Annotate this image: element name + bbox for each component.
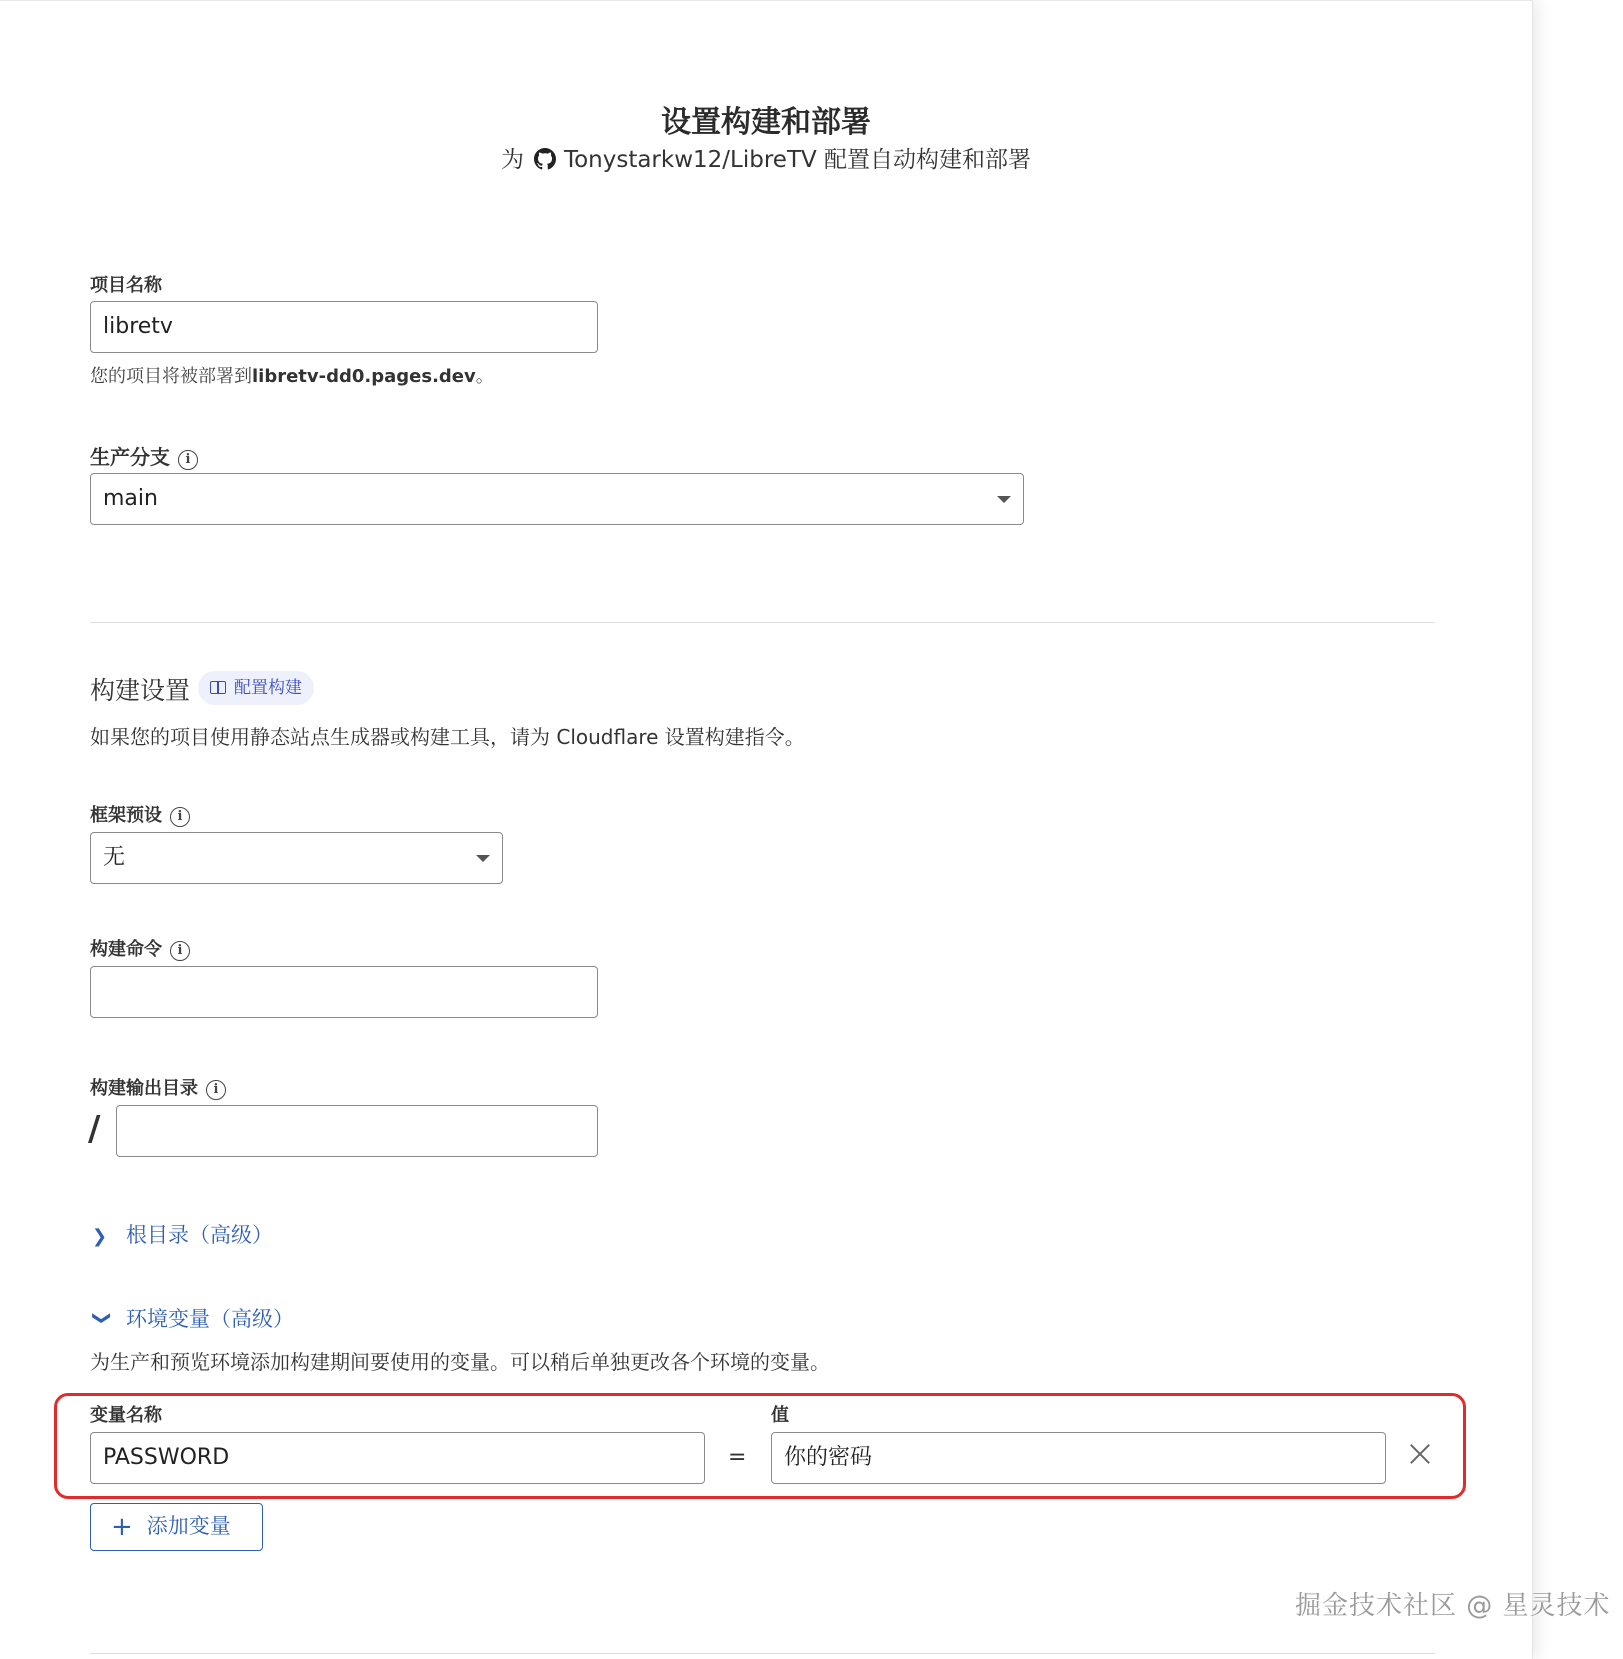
framework-select[interactable] xyxy=(90,832,503,884)
info-icon[interactable]: i xyxy=(170,807,190,827)
output-dir-label: 构建输出目录 xyxy=(90,1078,198,1099)
build-command-label-row xyxy=(90,935,190,961)
add-variable-label: 添加变量 xyxy=(146,1514,231,1538)
chevron-down-icon: ❯ xyxy=(91,1310,113,1326)
output-dir-input[interactable] xyxy=(116,1105,598,1157)
watermark: 掘金技术社区 @ 星灵技术 xyxy=(1295,1591,1611,1621)
branch-select[interactable] xyxy=(90,473,1024,525)
hint-suffix: 。 xyxy=(475,366,494,387)
var-name-input[interactable]: PASSWORD xyxy=(90,1432,705,1484)
configure-build-link[interactable] xyxy=(198,671,314,705)
framework-select-value: 无 xyxy=(103,845,126,870)
build-command-input[interactable] xyxy=(90,966,598,1018)
chevron-right-icon: ❯ xyxy=(92,1226,108,1247)
hint-domain: libretv-dd0.pages.dev xyxy=(252,366,476,387)
build-settings-description: 如果您的项目使用静态站点生成器或构建工具，请为 Cloudflare 设置构建指令。 xyxy=(90,725,805,749)
bottom-divider xyxy=(90,1653,1435,1654)
chevron-down-icon xyxy=(476,855,490,862)
github-icon xyxy=(534,148,556,176)
env-vars-toggle[interactable] xyxy=(92,1303,294,1333)
branch-label: 生产分支 xyxy=(90,445,170,469)
var-value-input[interactable]: 你的密码 xyxy=(771,1432,1386,1484)
branch-label-row xyxy=(90,441,198,470)
subtitle-suffix: 配置自动构建和部署 xyxy=(824,147,1032,173)
build-command-label: 构建命令 xyxy=(90,939,162,960)
project-name-label: 项目名称 xyxy=(90,275,162,296)
root-dir-label: 根目录（高级） xyxy=(126,1223,273,1247)
var-name-label: 变量名称 xyxy=(90,1405,162,1426)
plus-icon: + xyxy=(111,1512,133,1542)
hint-prefix: 您的项目将被部署到 xyxy=(90,366,252,387)
info-icon[interactable]: i xyxy=(170,941,190,961)
book-icon xyxy=(210,681,226,694)
env-vars-description: 为生产和预览环境添加构建期间要使用的变量。可以稍后单独更改各个环境的变量。 xyxy=(90,1350,830,1374)
output-dir-prefix: / xyxy=(88,1109,101,1149)
branch-select-value: main xyxy=(103,486,158,511)
page-subtitle xyxy=(0,141,1532,176)
equals-sign: = xyxy=(728,1445,747,1470)
chevron-down-icon xyxy=(997,496,1011,503)
section-divider xyxy=(90,622,1435,623)
root-dir-toggle[interactable] xyxy=(92,1219,273,1249)
page-title: 设置构建和部署 xyxy=(661,105,871,140)
env-vars-label: 环境变量（高级） xyxy=(126,1307,294,1331)
framework-label-row xyxy=(90,801,190,827)
repo-name: Tonystarkw12/LibreTV xyxy=(563,147,817,173)
subtitle-prefix: 为 xyxy=(500,147,524,173)
add-variable-button[interactable] xyxy=(90,1503,263,1551)
project-domain-hint xyxy=(90,362,494,388)
info-icon[interactable]: i xyxy=(206,1080,226,1100)
info-icon[interactable]: i xyxy=(178,450,198,470)
close-icon[interactable] xyxy=(1405,1439,1435,1469)
project-name-input[interactable]: libretv xyxy=(90,301,598,353)
var-value-label: 值 xyxy=(771,1405,789,1426)
build-settings-title: 构建设置 xyxy=(90,676,191,705)
configure-build-label: 配置构建 xyxy=(234,678,302,698)
framework-label: 框架预设 xyxy=(90,805,162,826)
output-dir-label-row xyxy=(90,1074,226,1100)
